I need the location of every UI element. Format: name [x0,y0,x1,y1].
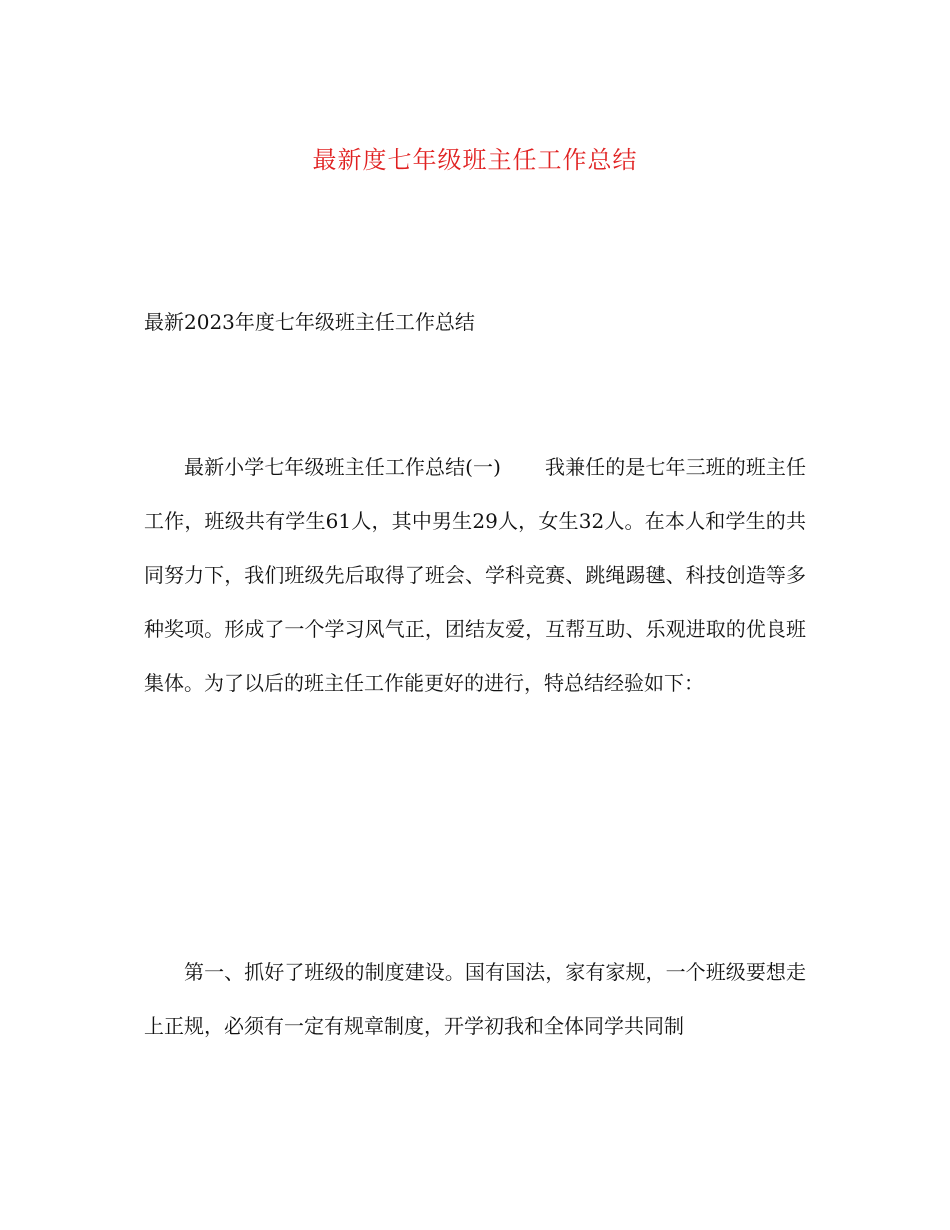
paragraph-2 [144,945,806,1053]
paragraph-1-heading: 最新小学七年级班主任工作总结(一) [184,455,501,479]
paragraph-1 [144,440,806,710]
paragraph-1-text: 我兼任的是七年三班的班主任工作，班级共有学生61人，其中男生29人，女生32人。在本人和学生的共同努力下，我们班级先后取得了班会、学科竞赛、跳绳踢毽、科技创造等多种奖项。形成了一个学习风气正，团结友爱，互帮互助、乐观进取的优良班集体。为了以后的班主任工作能更好的进行，特总结经验如下： [144,455,807,695]
document-title: 最新度七年级班主任工作总结 [312,146,638,174]
paragraph-2-text: 第一、抓好了班级的制度建设。国有国法，家有家规，一个班级要想走上正规，必须有一定有规章制度，开学初我和全体同学共同制 [144,960,806,1038]
document-subtitle: 最新2023年度七年级班主任工作总结 [144,310,475,334]
